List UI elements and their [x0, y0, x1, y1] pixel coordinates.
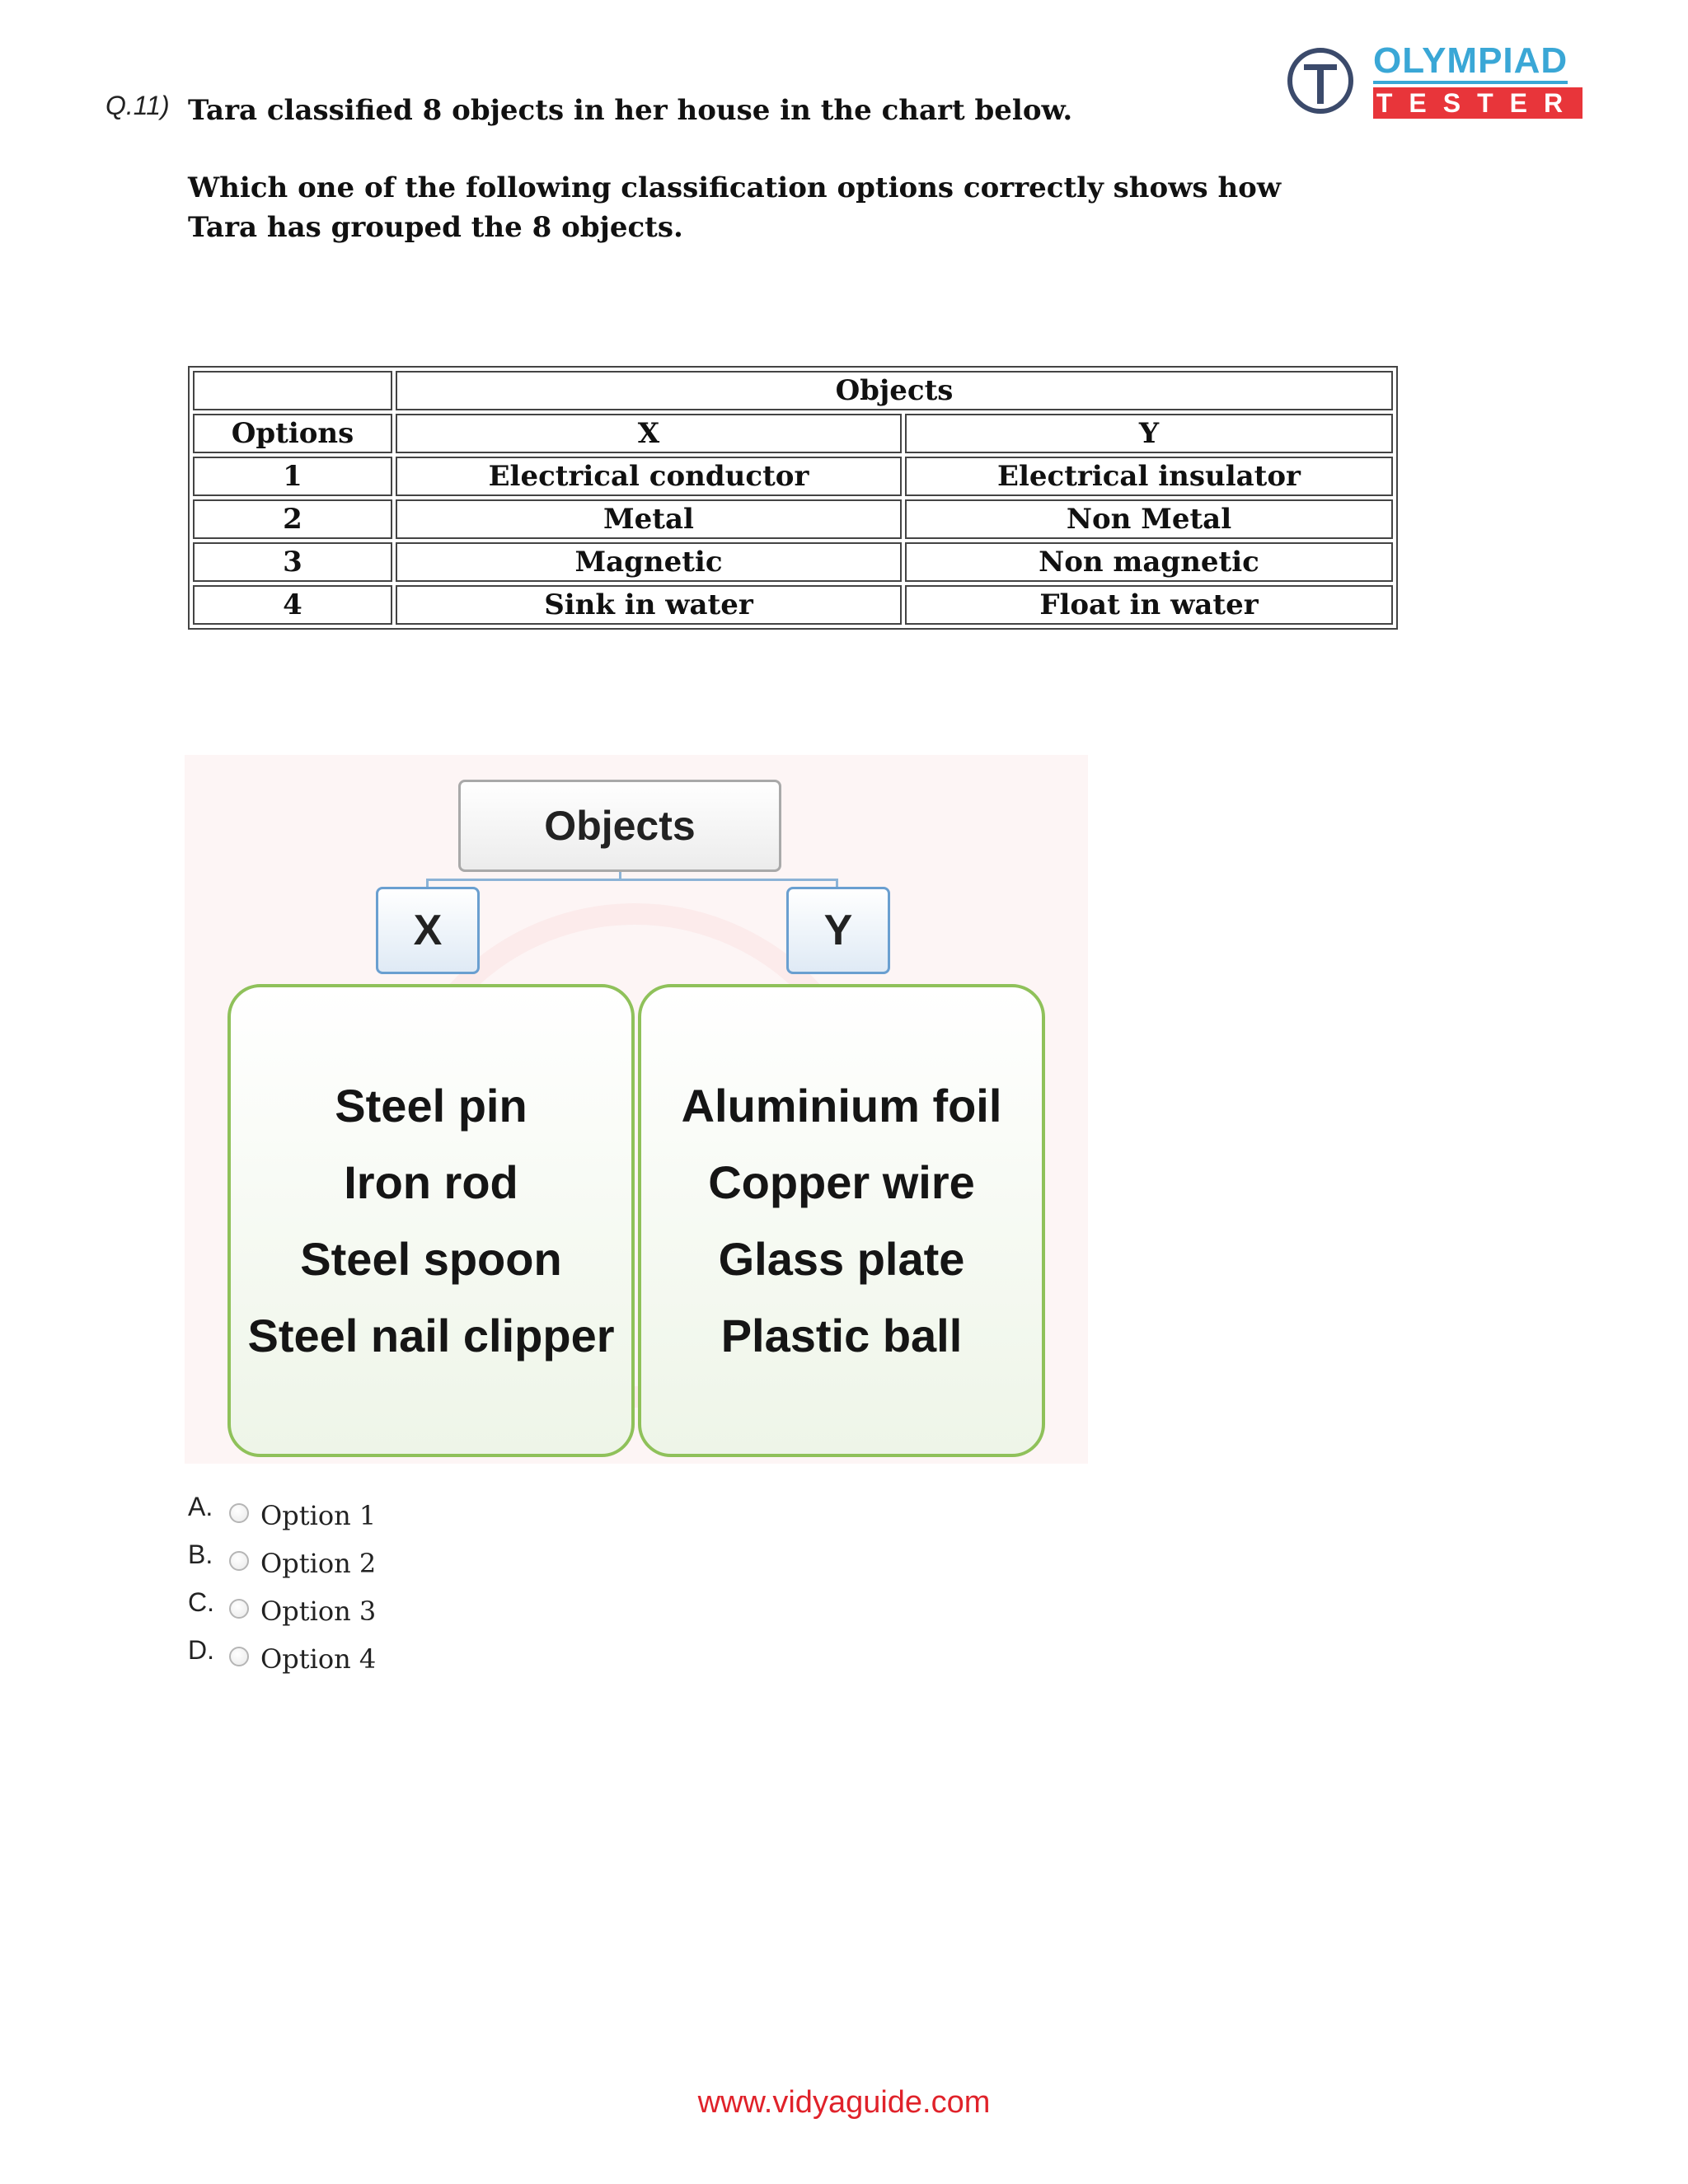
footer-link[interactable]: www.vidyaguide.com — [697, 2085, 991, 2120]
col-header-y: Y — [905, 414, 1393, 453]
table-header-row — [193, 371, 1393, 410]
table-row — [193, 499, 1393, 539]
table-cell: Sink in water — [396, 585, 902, 625]
radio-button[interactable] — [229, 1599, 249, 1619]
answer-letter: C. — [188, 1587, 214, 1617]
radio-button[interactable] — [229, 1551, 249, 1571]
table-cell: 2 — [193, 499, 392, 539]
table-cell: Electrical conductor — [396, 457, 902, 496]
table-cell: 1 — [193, 457, 392, 496]
classification-diagram — [185, 755, 1088, 1464]
table-cell: Electrical insulator — [905, 457, 1393, 496]
radio-button[interactable] — [229, 1503, 249, 1523]
answer-letter: D. — [188, 1635, 214, 1665]
group-x-item: Iron rod — [344, 1156, 518, 1208]
table-cell: Metal — [396, 499, 902, 539]
question-line-2: Which one of the following classification options correctly shows how Tara has grouped the 8 objects. — [188, 171, 1282, 244]
answer-label[interactable]: Option 1 — [260, 1500, 377, 1531]
table-row — [193, 542, 1393, 582]
group-x-item: Steel pin — [335, 1080, 528, 1132]
table-row — [193, 585, 1393, 625]
logo-sub: TESTER — [1373, 87, 1582, 119]
answer-label[interactable]: Option 3 — [260, 1596, 377, 1627]
radio-button[interactable] — [229, 1647, 249, 1666]
group-x-item: Steel nail clipper — [247, 1310, 615, 1361]
answer-letter: B. — [188, 1540, 213, 1569]
group-x-item: Steel spoon — [300, 1233, 562, 1285]
col-header-options: Options — [193, 414, 392, 453]
olympiad-tester-logo — [1287, 40, 1586, 122]
table-empty-cell — [193, 371, 392, 410]
question-text — [188, 91, 1358, 285]
group-y-item: Plastic ball — [720, 1310, 963, 1361]
logo-t-icon — [1287, 48, 1353, 114]
table-cell: Non magnetic — [905, 542, 1393, 582]
table-row — [193, 457, 1393, 496]
question-number: Q.11) — [106, 91, 170, 120]
table-cell: 4 — [193, 585, 392, 625]
diagram-x-box: X — [376, 887, 480, 974]
table-column-header-row — [193, 414, 1393, 453]
answer-letter: A. — [188, 1492, 213, 1521]
col-header-x: X — [396, 414, 902, 453]
group-y-item: Glass plate — [718, 1233, 965, 1285]
diagram-y-box: Y — [786, 887, 890, 974]
answer-label[interactable]: Option 2 — [260, 1548, 377, 1579]
group-y-item: Aluminium foil — [681, 1080, 1002, 1132]
group-y — [638, 984, 1045, 1457]
answer-label[interactable]: Option 4 — [260, 1643, 377, 1675]
table-header-objects: Objects — [396, 371, 1393, 410]
group-x — [227, 984, 635, 1457]
table-cell: 3 — [193, 542, 392, 582]
question-line-1: Tara classified 8 objects in her house in the chart below. — [188, 94, 1073, 127]
table-cell: Magnetic — [396, 542, 902, 582]
diagram-root-box: Objects — [458, 780, 781, 872]
table-cell: Float in water — [905, 585, 1393, 625]
logo-word: OLYMPIAD — [1373, 41, 1568, 84]
classification-options-table — [188, 366, 1398, 630]
table-cell: Non Metal — [905, 499, 1393, 539]
group-y-item: Copper wire — [708, 1156, 975, 1208]
connector-horizontal — [426, 879, 837, 881]
